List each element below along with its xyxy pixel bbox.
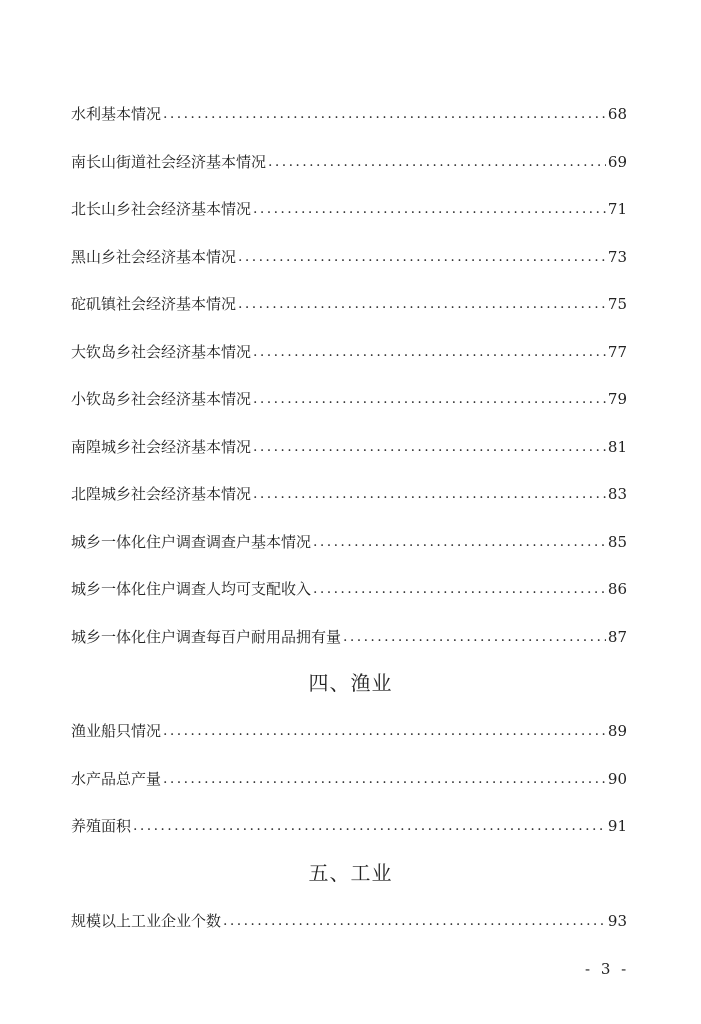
toc-entry-title: 北隍城乡社会经济基本情况 — [71, 485, 252, 503]
toc-entry-title: 规模以上工业企业个数 — [71, 912, 222, 930]
toc-entry-page: 81 — [607, 438, 627, 456]
toc-dot-leader — [313, 579, 606, 599]
toc-entry[interactable] — [71, 907, 627, 931]
toc-entry-title: 北长山乡社会经济基本情况 — [71, 200, 252, 218]
toc-dot-leader — [253, 389, 606, 409]
toc-entry-page: 73 — [607, 248, 627, 266]
section-heading-fishery: 四、渔业 — [308, 671, 393, 695]
toc-entry-title: 小钦岛乡社会经济基本情况 — [71, 390, 252, 408]
toc-dot-leader — [253, 437, 606, 457]
toc-entry-page: 87 — [607, 628, 627, 646]
toc-entry[interactable] — [71, 717, 627, 741]
toc-dot-leader — [268, 152, 606, 172]
toc-entry-title: 黑山乡社会经济基本情况 — [71, 248, 237, 266]
toc-entry-title: 砣矶镇社会经济基本情况 — [71, 295, 237, 313]
toc-entry-title: 水产品总产量 — [71, 770, 162, 788]
toc-entry[interactable] — [71, 195, 627, 219]
toc-entry[interactable] — [71, 338, 627, 362]
toc-entry[interactable] — [71, 575, 627, 599]
toc-entry-title: 养殖面积 — [71, 817, 132, 835]
toc-dot-leader — [313, 532, 606, 552]
toc-entry[interactable] — [71, 385, 627, 409]
toc-entry[interactable] — [71, 812, 627, 836]
toc-entry-title: 城乡一体化住户调查人均可支配收入 — [71, 580, 312, 598]
toc-entry-page: 79 — [607, 390, 627, 408]
toc-entry-page: 68 — [607, 105, 627, 123]
toc-entry[interactable] — [71, 433, 627, 457]
toc-entry-title: 南隍城乡社会经济基本情况 — [71, 438, 252, 456]
toc-entry-page: 85 — [607, 533, 627, 551]
toc-entry[interactable] — [71, 100, 627, 124]
toc-entry[interactable] — [71, 528, 627, 552]
toc-dot-leader — [343, 627, 606, 647]
toc-entry-page: 86 — [607, 580, 627, 598]
toc-entry[interactable] — [71, 290, 627, 314]
toc-entry-title: 大钦岛乡社会经济基本情况 — [71, 343, 252, 361]
toc-entry-title: 城乡一体化住户调查每百户耐用品拥有量 — [71, 628, 342, 646]
toc-entry-page: 71 — [607, 200, 627, 218]
toc-entry-title: 渔业船只情况 — [71, 722, 162, 740]
toc-entry-title: 水利基本情况 — [71, 105, 162, 123]
toc-entry-page: 91 — [607, 817, 627, 835]
toc-entry-title: 南长山街道社会经济基本情况 — [71, 153, 267, 171]
toc-entry[interactable] — [71, 243, 627, 267]
toc-entry[interactable] — [71, 765, 627, 789]
toc-entry[interactable] — [71, 148, 627, 172]
toc-entry-page: 69 — [607, 153, 627, 171]
toc-dot-leader — [253, 484, 606, 504]
toc-entry-title: 城乡一体化住户调查调查户基本情况 — [71, 533, 312, 551]
toc-dot-leader — [163, 721, 606, 741]
toc-entry[interactable] — [71, 480, 627, 504]
toc-entry[interactable] — [71, 623, 627, 647]
toc-dot-leader — [223, 911, 606, 931]
toc-dot-leader — [163, 104, 606, 124]
toc-dot-leader — [253, 199, 606, 219]
toc-entry-page: 75 — [607, 295, 627, 313]
toc-entry-page: 93 — [607, 912, 627, 930]
toc-dot-leader — [163, 769, 606, 789]
toc-dot-leader — [253, 342, 606, 362]
toc-dot-leader — [238, 294, 606, 314]
toc-dot-leader — [238, 247, 606, 267]
footer-page-number: - 3 - — [585, 960, 630, 978]
toc-entry-page: 89 — [607, 722, 627, 740]
section-heading-industry: 五、工业 — [308, 861, 393, 885]
toc-dot-leader — [133, 816, 606, 836]
toc-entry-page: 83 — [607, 485, 627, 503]
toc-entry-page: 77 — [607, 343, 627, 361]
toc-entry-page: 90 — [607, 770, 627, 788]
